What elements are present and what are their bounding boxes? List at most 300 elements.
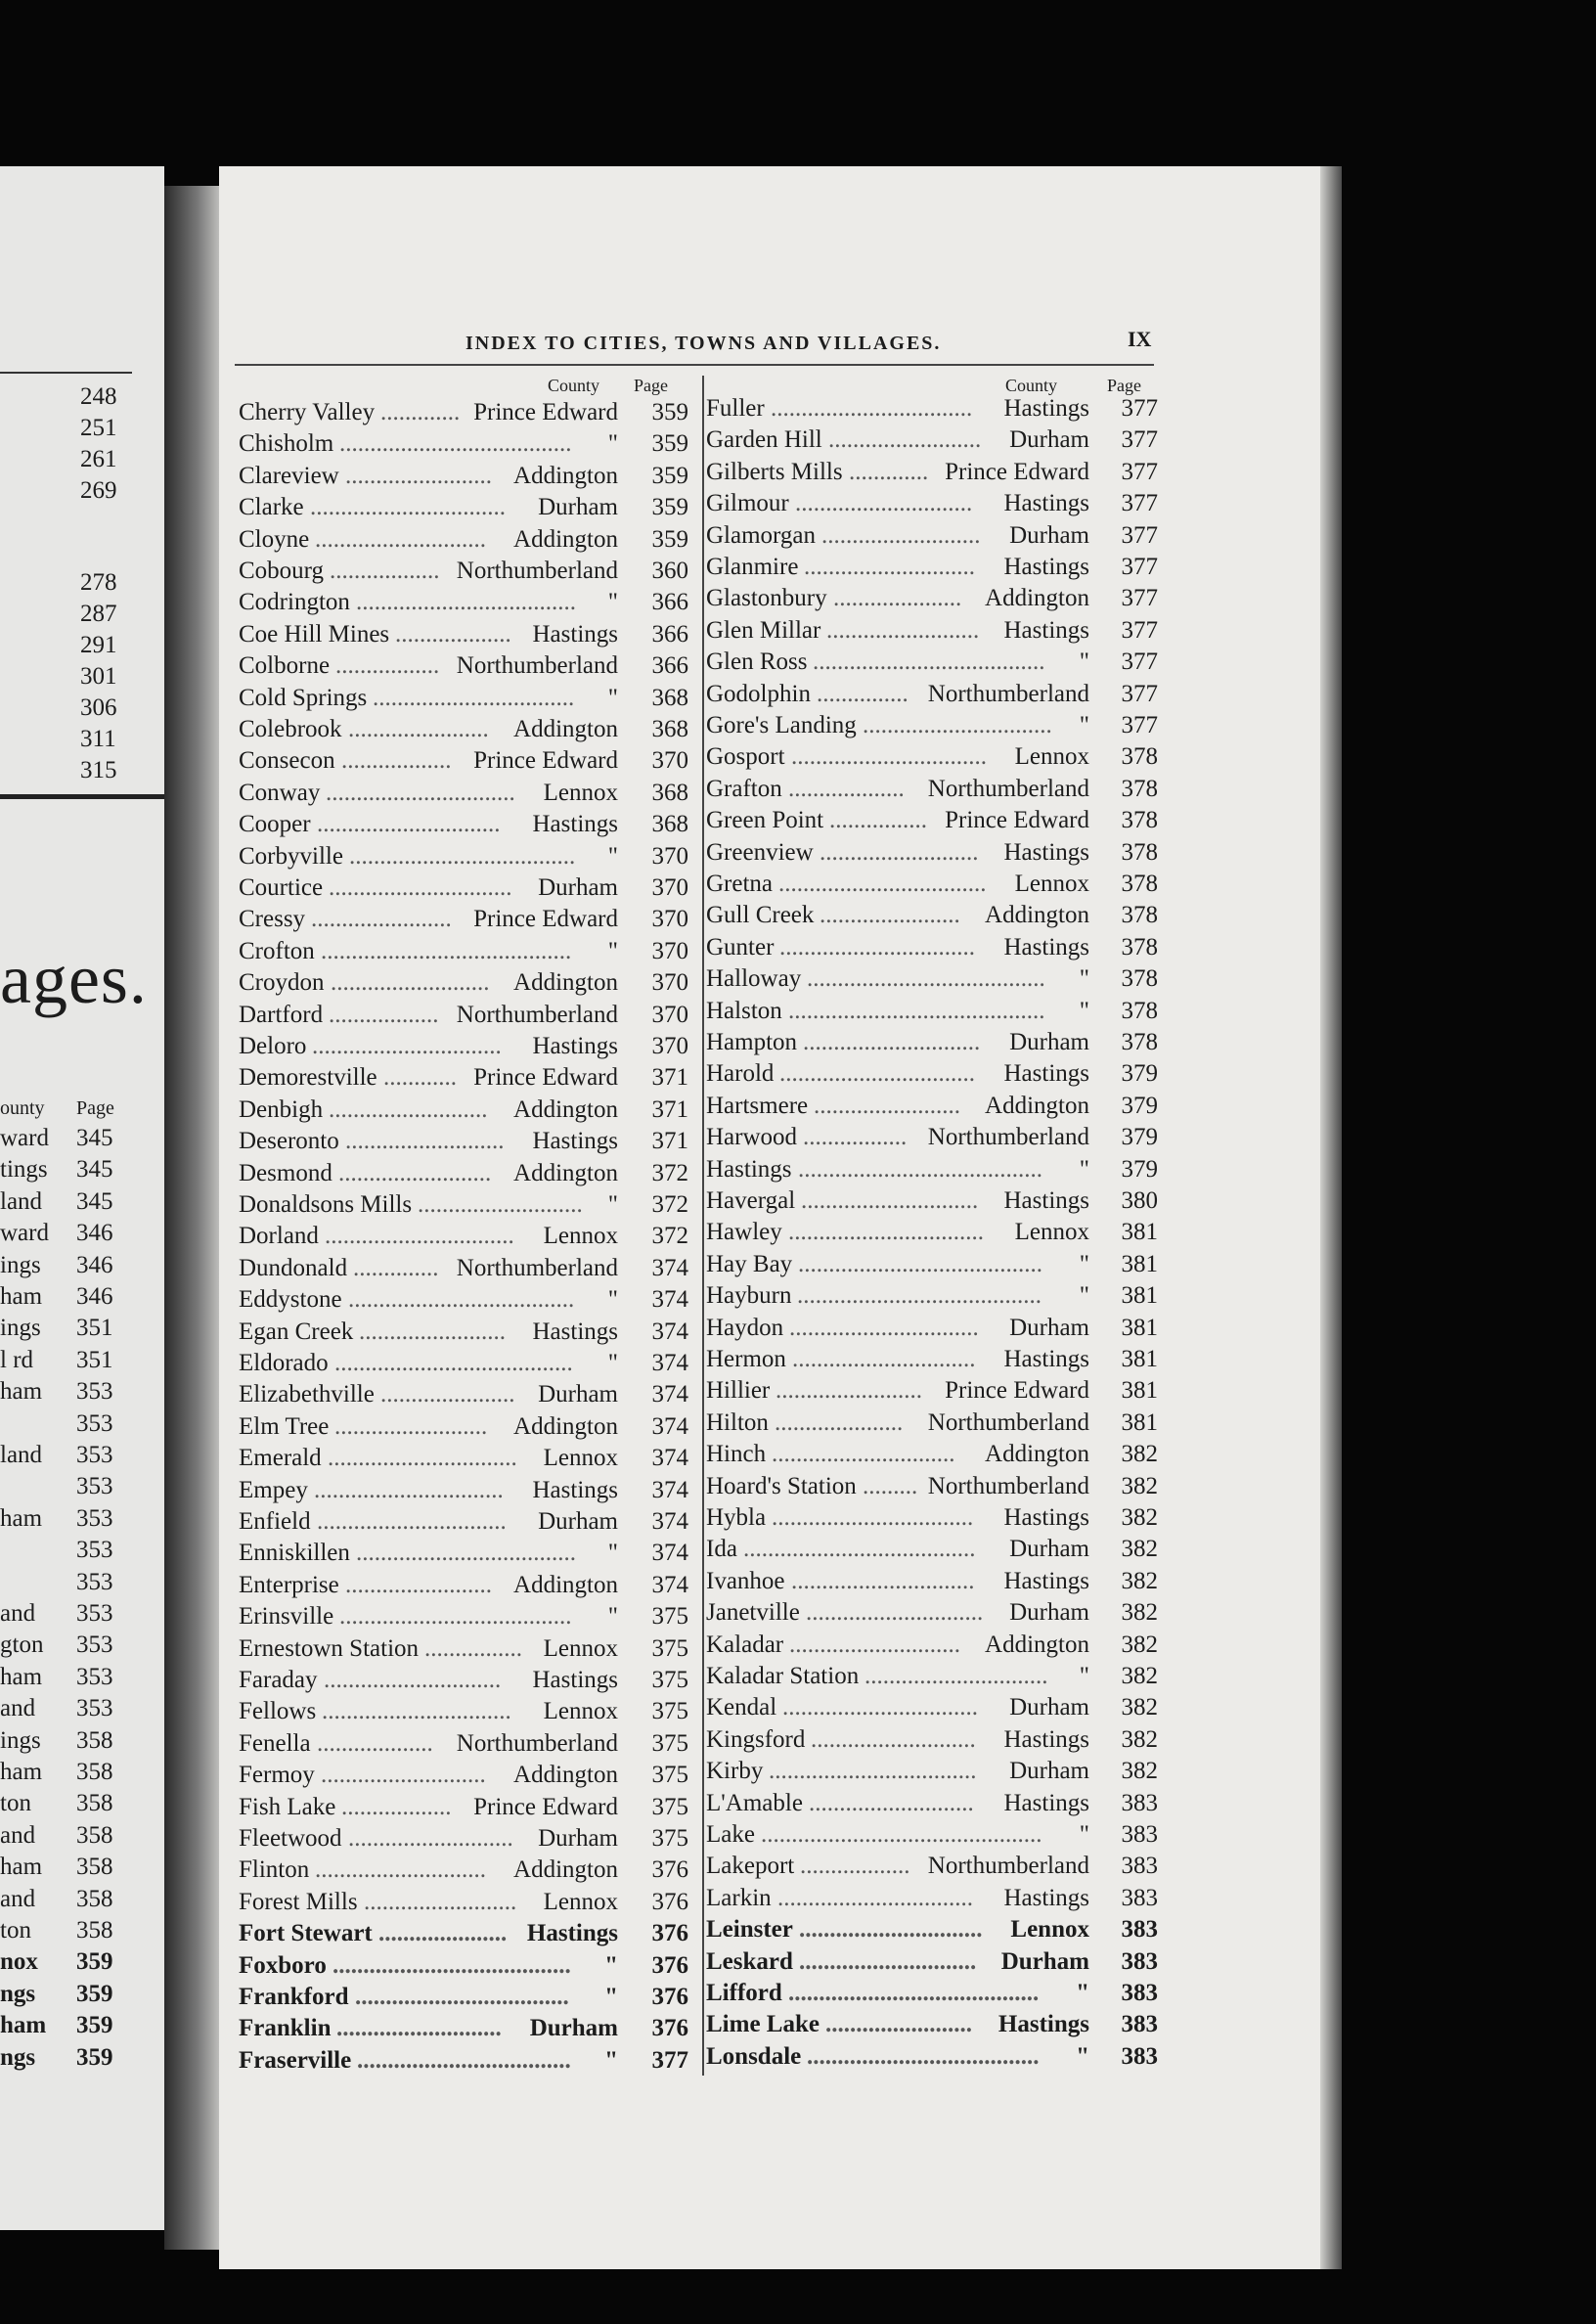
- facing-page-ref: 351: [76, 1315, 113, 1342]
- page-ref: 376: [651, 1888, 688, 1915]
- dot-leader: ..................: [341, 1793, 452, 1820]
- dot-leader: .................................: [771, 395, 973, 422]
- page-ref: 382: [1121, 1694, 1158, 1721]
- facing-county: ton: [0, 1790, 31, 1817]
- county-name: Prince Edward: [473, 399, 618, 425]
- page-ref: 359: [651, 399, 688, 425]
- page-ref: 374: [651, 1318, 688, 1345]
- page-ref: 378: [1121, 775, 1158, 802]
- place-name: Cooper: [239, 811, 311, 838]
- index-entry: [706, 583, 1089, 613]
- page-ref: 382: [1121, 1441, 1158, 1468]
- county-name: Durham: [1009, 1694, 1089, 1721]
- page-ref: 359: [651, 525, 688, 553]
- place-name: Fermoy: [239, 1762, 315, 1789]
- dot-leader: ..............................: [791, 1567, 975, 1594]
- page-ref: 368: [651, 684, 688, 711]
- dot-leader: ...................................: [355, 1984, 569, 2010]
- county-name: Lennox: [1014, 871, 1089, 897]
- index-entry: [239, 841, 618, 872]
- dot-leader: .....................: [378, 1920, 508, 1947]
- county-name: ": [1076, 2042, 1089, 2070]
- dot-leader: ......................................: [339, 1603, 572, 1631]
- index-entry: [239, 1317, 618, 1347]
- facing-page-ref: 358: [76, 1917, 113, 1944]
- county-name: Hastings: [526, 1920, 618, 1947]
- index-entry: [706, 774, 1089, 804]
- place-name: Elm Tree: [239, 1412, 330, 1440]
- place-name: Leinster: [706, 1916, 793, 1944]
- dot-leader: ..............................: [772, 1441, 955, 1468]
- index-entry: [239, 1665, 618, 1695]
- place-name: Leskard: [706, 1947, 793, 1975]
- county-name: ": [607, 430, 618, 458]
- facing-page-ref: 353: [76, 1409, 113, 1437]
- page-ref: 368: [651, 811, 688, 838]
- place-name: Glen Millar: [706, 616, 821, 644]
- facing-page-ref: 359: [76, 1948, 113, 1976]
- facing-page-ref: 346: [76, 1283, 113, 1310]
- dot-leader: ..........................: [821, 521, 981, 549]
- place-name: Emerald: [239, 1445, 322, 1472]
- index-entry: [706, 741, 1089, 772]
- right-page-head: Page: [1107, 376, 1141, 395]
- place-name: Glamorgan: [706, 521, 817, 549]
- county-name: Hastings: [1003, 838, 1089, 866]
- dot-leader: .................: [335, 652, 440, 680]
- page-ref: 382: [1121, 1725, 1158, 1753]
- dot-leader: .................................: [373, 684, 575, 711]
- dot-leader: ......................: [380, 1381, 515, 1408]
- place-name: Hillier: [706, 1377, 771, 1405]
- page-ref: 374: [651, 1381, 688, 1408]
- county-name: ": [604, 1951, 618, 1979]
- index-entry: [706, 1534, 1089, 1564]
- place-name: Conway: [239, 779, 321, 806]
- place-name: Kingsford: [706, 1725, 806, 1753]
- index-entry: [706, 488, 1089, 518]
- page-ref: 370: [651, 1033, 688, 1059]
- place-name: Dorland: [239, 1223, 319, 1250]
- facing-page-ref: 358: [76, 1759, 113, 1785]
- index-entry: [239, 745, 618, 776]
- county-name: Durham: [1009, 1536, 1089, 1563]
- dot-leader: .....................: [833, 585, 962, 612]
- dot-leader: .......................: [820, 902, 960, 929]
- index-entry: [706, 1630, 1089, 1660]
- page-ref: 383: [1121, 1884, 1158, 1911]
- index-entry: [239, 556, 618, 586]
- index-entry: [706, 1597, 1089, 1628]
- page-ref: 374: [651, 1571, 688, 1598]
- index-entry: [706, 837, 1089, 868]
- page-ref: 370: [651, 842, 688, 870]
- index-entry: [706, 1819, 1089, 1850]
- place-name: Forest Mills: [239, 1888, 358, 1915]
- facing-page-number: 315: [80, 757, 117, 783]
- place-name: Gull Creek: [706, 902, 815, 929]
- county-name: ": [1079, 1250, 1089, 1277]
- page-ref: 370: [651, 747, 688, 775]
- facing-county: and: [0, 1821, 36, 1849]
- place-name: Larkin: [706, 1884, 772, 1911]
- left-county-head: County: [548, 376, 600, 395]
- county-name: Addington: [513, 716, 618, 742]
- dot-leader: ..................: [341, 747, 452, 775]
- dot-leader: .........................: [826, 616, 980, 644]
- county-name: ": [1076, 1980, 1089, 2006]
- dot-leader: .........: [863, 1472, 918, 1499]
- dot-leader: .....................................: [348, 1286, 575, 1314]
- dot-leader: ............................: [804, 554, 975, 580]
- place-name: Ida: [706, 1536, 737, 1563]
- page-ref: 376: [651, 1951, 688, 1979]
- place-name: Elizabethville: [239, 1381, 375, 1408]
- index-entry: [706, 963, 1089, 994]
- page-ref: 377: [1121, 712, 1158, 738]
- county-name: Hastings: [1003, 1725, 1089, 1753]
- index-entry: [706, 393, 1089, 424]
- page-ref: 371: [651, 1095, 688, 1123]
- place-name: Foxboro: [239, 1951, 327, 1979]
- facing-county-head: ounty: [0, 1097, 45, 1119]
- county-name: Addington: [513, 462, 618, 489]
- index-entry: [239, 1633, 618, 1664]
- county-name: ": [1079, 997, 1089, 1024]
- dot-leader: ................................: [782, 1694, 978, 1721]
- place-name: Halston: [706, 997, 782, 1024]
- county-name: Addington: [985, 1441, 1089, 1468]
- dot-leader: .........................: [364, 1888, 517, 1915]
- place-name: Lifford: [706, 1980, 782, 2006]
- county-name: Addington: [513, 1412, 618, 1440]
- page-ref: 374: [651, 1254, 688, 1281]
- index-entry: [239, 1728, 618, 1759]
- county-name: Durham: [529, 2015, 618, 2042]
- dot-leader: .....................: [775, 1408, 904, 1436]
- place-name: Clareview: [239, 462, 339, 489]
- dot-leader: .............................: [803, 1029, 981, 1055]
- county-name: ": [607, 1286, 618, 1314]
- index-entry: [239, 1158, 618, 1188]
- page-ref: 371: [651, 1128, 688, 1155]
- county-name: ": [607, 1191, 618, 1218]
- index-entry: [706, 1280, 1089, 1311]
- page-ref: 377: [1121, 490, 1158, 517]
- county-name: Northumberland: [456, 558, 618, 584]
- dot-leader: .......................................: [334, 1350, 573, 1376]
- index-entry: [706, 1661, 1089, 1691]
- dot-leader: ........................: [345, 462, 492, 489]
- county-name: Lennox: [543, 1634, 618, 1662]
- index-entry: [706, 615, 1089, 646]
- place-name: Cobourg: [239, 558, 325, 584]
- facing-page-heading: ages.: [0, 940, 148, 1018]
- index-entry: [706, 1058, 1089, 1089]
- index-entry: [239, 397, 618, 427]
- index-entry: [239, 1475, 618, 1505]
- place-name: Fraserville: [239, 2046, 352, 2074]
- index-entry: [706, 1091, 1089, 1121]
- county-name: Hastings: [1003, 1504, 1089, 1531]
- index-entry: [239, 809, 618, 839]
- dot-leader: ................................: [310, 494, 506, 521]
- index-entry: [239, 1062, 618, 1093]
- page-ref: 382: [1121, 1567, 1158, 1594]
- dot-leader: ................: [829, 807, 927, 834]
- county-name: Durham: [538, 874, 618, 901]
- county-name: Hastings: [532, 620, 618, 648]
- header-rule: [235, 364, 1154, 366]
- facing-page-ref: 353: [76, 1473, 113, 1500]
- county-name: Northumberland: [927, 775, 1089, 802]
- county-name: Prince Edward: [945, 1377, 1089, 1405]
- index-entry: [706, 869, 1089, 899]
- facing-page-ref: 346: [76, 1251, 113, 1278]
- index-entry: [239, 1189, 618, 1220]
- facing-county: ngs: [0, 1980, 36, 2007]
- page-ref: 375: [651, 1634, 688, 1662]
- place-name: Eldorado: [239, 1350, 329, 1376]
- county-name: ": [1079, 712, 1089, 738]
- page-ref: 374: [651, 1286, 688, 1314]
- place-name: Codrington: [239, 589, 350, 616]
- facing-county: and: [0, 1600, 36, 1627]
- place-name: Kendal: [706, 1694, 777, 1721]
- page-ref: 376: [651, 2015, 688, 2042]
- dot-leader: ................................: [779, 933, 975, 961]
- place-name: Enterprise: [239, 1571, 339, 1598]
- county-name: Northumberland: [927, 1472, 1089, 1499]
- page-ref: 377: [1121, 648, 1158, 676]
- dot-leader: ................................: [779, 1060, 975, 1088]
- county-name: Addington: [513, 525, 618, 553]
- column-divider: [702, 376, 704, 2076]
- county-name: ": [1079, 965, 1089, 993]
- index-entry: [706, 805, 1089, 835]
- dot-leader: ........................: [345, 1571, 492, 1598]
- place-name: Fellows: [239, 1698, 317, 1725]
- place-name: Eddystone: [239, 1286, 342, 1314]
- index-entry: [239, 2045, 618, 2076]
- dot-leader: ..............................: [792, 1346, 976, 1372]
- facing-page-ref: 358: [76, 1726, 113, 1754]
- dot-leader: ...............................: [789, 1314, 979, 1341]
- page-ref: 381: [1121, 1250, 1158, 1277]
- page-ref: 359: [651, 494, 688, 521]
- county-name: Hastings: [998, 2011, 1089, 2038]
- place-name: Crofton: [239, 937, 315, 964]
- place-name: Deseronto: [239, 1128, 339, 1155]
- page-ref: 381: [1121, 1377, 1158, 1405]
- county-name: Addington: [985, 1631, 1089, 1658]
- page-ref: 374: [651, 1508, 688, 1535]
- county-name: Addington: [513, 1762, 618, 1789]
- index-entry: [706, 1566, 1089, 1596]
- page-ref: 382: [1121, 1631, 1158, 1658]
- county-name: Northumberland: [456, 1001, 618, 1028]
- facing-page-ref: 359: [76, 2012, 113, 2039]
- dot-leader: .......................................: [332, 1951, 571, 1979]
- place-name: Lime Lake: [706, 2011, 820, 2038]
- index-entry: [239, 1126, 618, 1156]
- county-name: Northumberland: [927, 1408, 1089, 1436]
- index-entry: [706, 900, 1089, 930]
- dot-leader: ............................: [315, 525, 486, 553]
- place-name: Lonsdale: [706, 2042, 802, 2070]
- place-name: Colebrook: [239, 716, 342, 742]
- index-entry: [706, 1122, 1089, 1152]
- dot-leader: ........................: [359, 1318, 506, 1345]
- index-entry: [706, 1914, 1089, 1944]
- dot-leader: ........................................: [798, 1250, 1042, 1277]
- index-entry: [239, 714, 618, 744]
- county-name: Hastings: [1003, 1187, 1089, 1214]
- left-page-head: Page: [634, 376, 668, 395]
- place-name: Desmond: [239, 1159, 332, 1186]
- place-name: Haydon: [706, 1314, 784, 1341]
- page-ref: 370: [651, 969, 688, 997]
- dot-leader: ........................: [814, 1092, 960, 1119]
- index-entry: [706, 425, 1089, 455]
- index-entry: [706, 1217, 1089, 1247]
- index-entry: [239, 1887, 618, 1917]
- page-number: IX: [1128, 327, 1152, 351]
- dot-leader: ..............................: [317, 811, 501, 838]
- facing-county: gton: [0, 1631, 44, 1659]
- index-entry: [706, 1185, 1089, 1216]
- place-name: Green Point: [706, 807, 824, 834]
- page-ref: 374: [651, 1412, 688, 1440]
- county-name: Lennox: [1014, 743, 1089, 771]
- dot-leader: ......................................: [339, 430, 572, 458]
- dot-leader: ..................: [800, 1853, 910, 1880]
- dot-leader: ...............................: [326, 779, 515, 806]
- place-name: Lakeport: [706, 1853, 795, 1880]
- dot-leader: .......................................: [807, 965, 1045, 993]
- place-name: Glen Ross: [706, 648, 808, 676]
- index-entry: [239, 683, 618, 713]
- dot-leader: ...........................: [321, 1762, 486, 1789]
- page-ref: 360: [651, 558, 688, 584]
- county-name: Northumberland: [456, 652, 618, 680]
- place-name: Hawley: [706, 1219, 782, 1246]
- page-ref: 375: [651, 1793, 688, 1820]
- place-name: Fuller: [706, 395, 765, 422]
- facing-page-number: 306: [80, 694, 117, 721]
- dot-leader: ..................: [329, 1001, 439, 1028]
- index-entry: [706, 2009, 1089, 2039]
- place-name: Ivanhoe: [706, 1567, 785, 1594]
- county-name: Hastings: [532, 811, 618, 838]
- facing-page-ref: 359: [76, 2043, 113, 2071]
- page-ref: 370: [651, 874, 688, 901]
- dot-leader: ...........................: [809, 1789, 974, 1816]
- dot-leader: ...................: [395, 620, 511, 648]
- place-name: Hybla: [706, 1504, 767, 1531]
- index-entry: [239, 492, 618, 522]
- facing-county: ward: [0, 1220, 49, 1247]
- index-entry: [706, 1724, 1089, 1755]
- index-entry: [706, 520, 1089, 551]
- county-name: Addington: [985, 902, 1089, 929]
- county-name: Addington: [513, 1159, 618, 1186]
- page-ref: 366: [651, 589, 688, 616]
- index-entry: [239, 1918, 618, 1948]
- dot-leader: .........................: [828, 426, 982, 454]
- place-name: Cold Springs: [239, 684, 368, 711]
- place-name: Glastonbury: [706, 585, 827, 612]
- dot-leader: ................: [424, 1634, 522, 1662]
- page-ref: 381: [1121, 1282, 1158, 1310]
- county-name: ": [607, 1540, 618, 1567]
- county-name: ": [607, 684, 618, 711]
- page-ref: 380: [1121, 1187, 1158, 1214]
- index-entry: [706, 1788, 1089, 1818]
- county-name: Addington: [513, 1571, 618, 1598]
- place-name: Janetville: [706, 1599, 800, 1627]
- facing-page-ref: 359: [76, 1980, 113, 2007]
- county-name: Prince Edward: [473, 906, 618, 933]
- place-name: Gilberts Mills: [706, 458, 843, 485]
- index-entry: [239, 1982, 618, 2012]
- dot-leader: ........................: [825, 2011, 972, 2038]
- facing-county: ham: [0, 1663, 43, 1690]
- index-entry: [706, 1344, 1089, 1374]
- county-name: Lennox: [1010, 1916, 1089, 1944]
- county-name: ": [604, 2046, 618, 2074]
- page-ref: 383: [1121, 1853, 1158, 1880]
- place-name: Hinch: [706, 1441, 767, 1468]
- index-entry: [706, 996, 1089, 1026]
- index-entry: [706, 710, 1089, 740]
- page-ref: 375: [651, 1729, 688, 1757]
- page-ref: 374: [651, 1445, 688, 1472]
- county-name: Addington: [985, 1092, 1089, 1119]
- index-entry: [239, 461, 618, 491]
- index-entry: [239, 2013, 618, 2043]
- county-name: Northumberland: [456, 1254, 618, 1281]
- place-name: Havergal: [706, 1187, 796, 1214]
- dot-leader: ..........................: [331, 969, 490, 997]
- facing-county: ham: [0, 1854, 43, 1881]
- dot-leader: ............: [383, 1064, 457, 1092]
- dot-leader: ..............: [353, 1254, 439, 1281]
- facing-page-number: 287: [80, 601, 117, 627]
- facing-page-ref: 345: [76, 1187, 113, 1215]
- county-name: ": [1079, 1821, 1089, 1848]
- dot-leader: ..............................................: [761, 1821, 1042, 1848]
- dot-leader: ..........................: [820, 838, 979, 866]
- place-name: Kaladar Station: [706, 1663, 860, 1689]
- index-entry: [706, 1027, 1089, 1057]
- index-entry: [706, 1502, 1089, 1533]
- page-ref: 366: [651, 652, 688, 680]
- dot-leader: ...............................: [322, 1698, 511, 1725]
- county-name: ": [1079, 1155, 1089, 1183]
- place-name: Gunter: [706, 933, 775, 961]
- dot-leader: ..............................: [864, 1663, 1048, 1689]
- county-name: Addington: [513, 1856, 618, 1884]
- dot-leader: .....................................: [349, 842, 576, 870]
- dot-leader: ........................: [776, 1377, 922, 1405]
- place-name: Garden Hill: [706, 426, 822, 454]
- place-name: Croydon: [239, 969, 325, 997]
- page-title: INDEX TO CITIES, TOWNS AND VILLAGES.: [466, 333, 942, 354]
- place-name: Frankford: [239, 1984, 349, 2010]
- facing-page-number: 269: [80, 477, 117, 504]
- county-name: Durham: [1009, 426, 1089, 454]
